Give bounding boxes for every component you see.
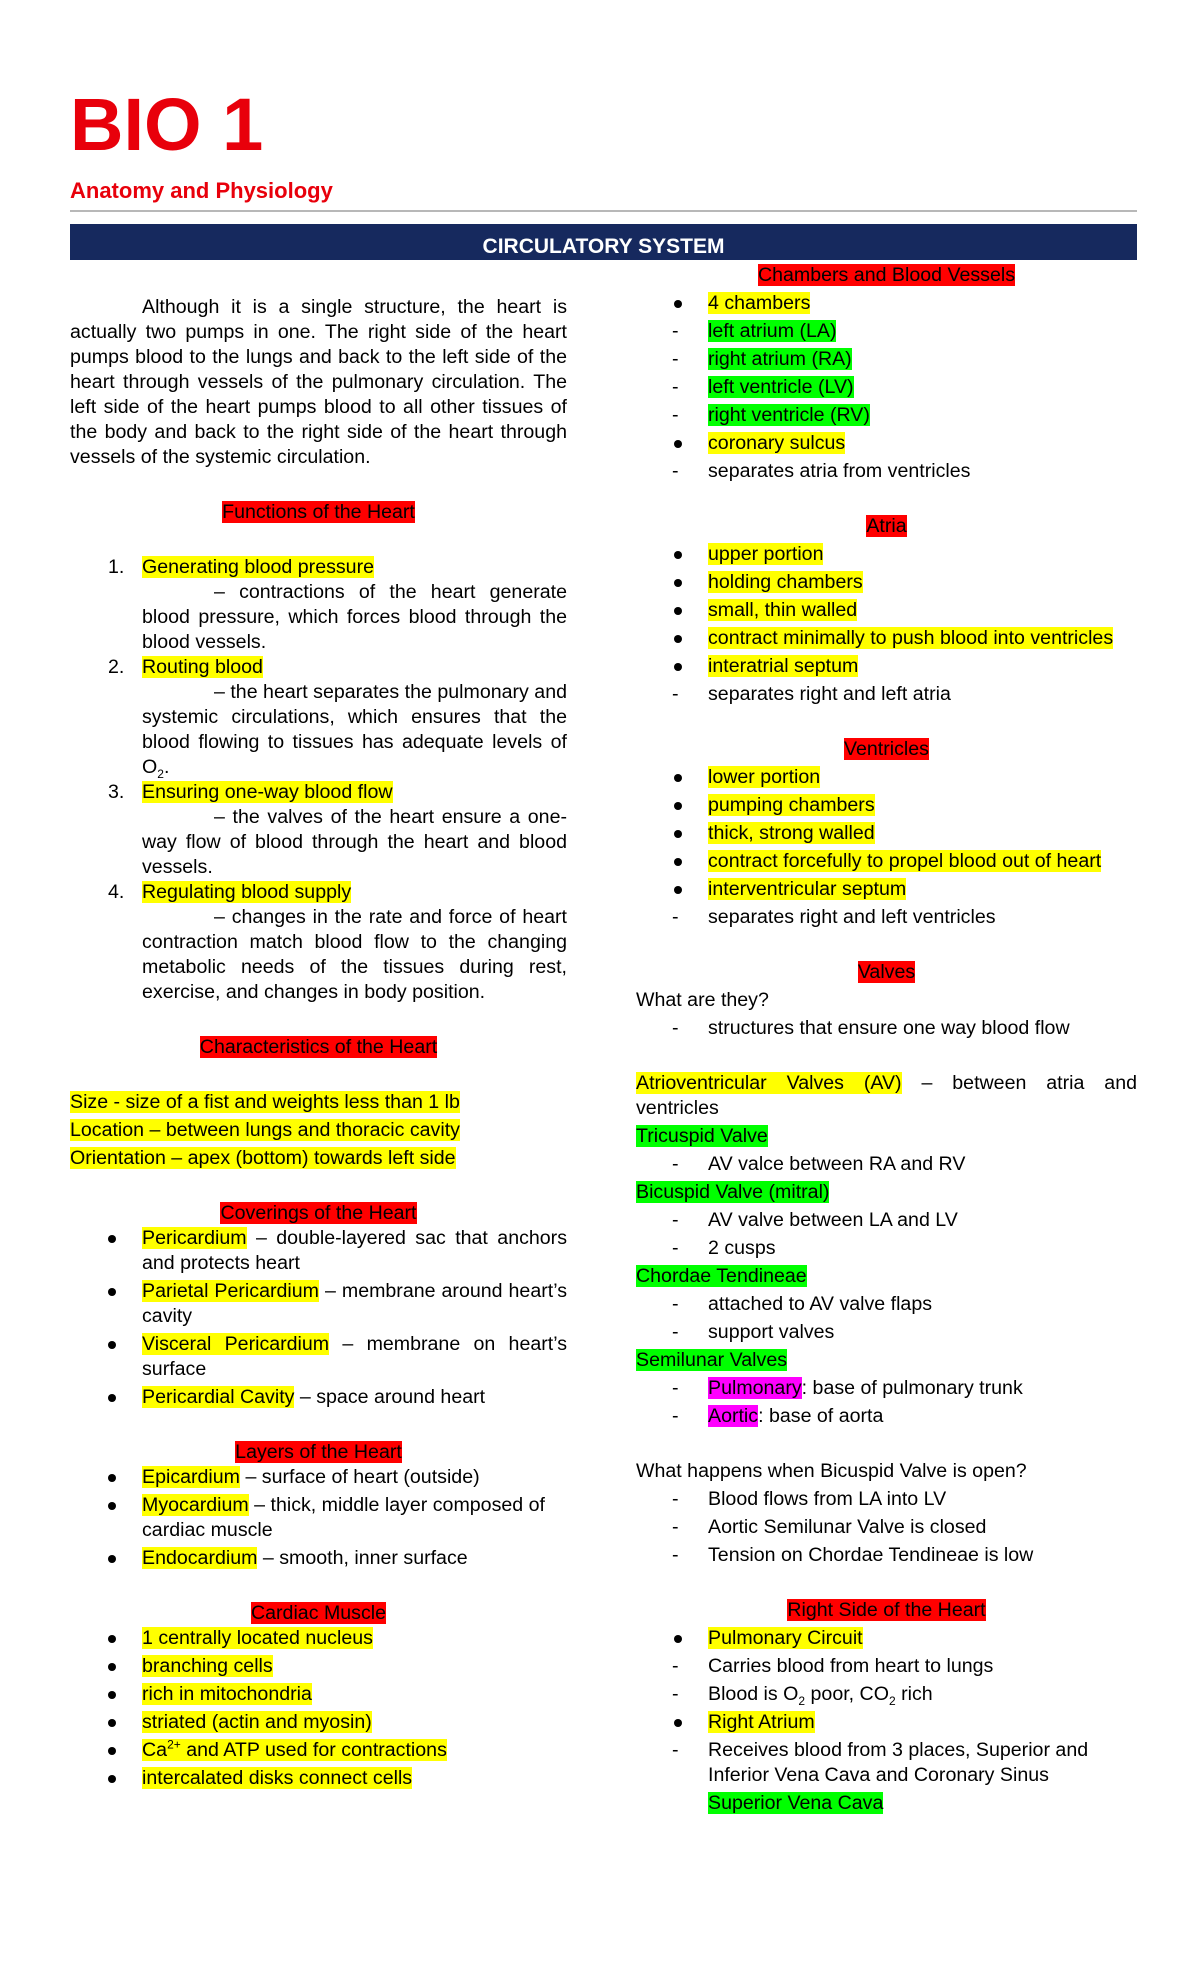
atria-item: - separates right and left atria <box>636 682 1137 707</box>
ventricles-heading: Ventricles <box>844 738 929 760</box>
ventricle-item: interventricular septum <box>636 877 1137 902</box>
characteristic-line: Orientation – apex (bottom) towards left side <box>70 1147 456 1169</box>
chamber-item: - right atrium (RA) <box>636 347 1137 372</box>
section-banner: CIRCULATORY SYSTEM <box>70 224 1137 260</box>
ventricle-item: thick, strong walled <box>636 821 1137 846</box>
atria-item: contract minimally to push blood into ventricles <box>636 626 1137 651</box>
covering-item: Parietal Pericardium – membrane around heart’s cavity <box>70 1279 567 1329</box>
ventricle-item: pumping chambers <box>636 793 1137 818</box>
right-side-item: - Blood is $O_2$ poor, $CO_2$ rich <box>636 1682 1137 1707</box>
ventricle-item: lower portion <box>636 765 1137 790</box>
function-item: 1. Generating blood pressure <box>108 556 375 578</box>
header-divider <box>70 210 1137 212</box>
cardiac-item: 1 centrally located nucleus <box>70 1626 567 1651</box>
covering-item: Pericardial Cavity – space around heart <box>70 1385 567 1410</box>
cardiac-muscle-heading: Cardiac Muscle <box>250 1602 387 1624</box>
atria-item: small, thin walled <box>636 598 1137 623</box>
svc-label: Superior Vena Cava <box>708 1792 884 1814</box>
valve-detail: - attached to AV valve flaps <box>636 1292 1137 1317</box>
chamber-item: - right ventricle (RV) <box>636 403 1137 428</box>
function-desc: – changes in the rate and force of heart contraction match blood flow to the changing metabolic needs of the tissues during rest, exercise, and changes in body position. <box>142 906 567 1003</box>
valves-question: What are they? <box>636 989 769 1011</box>
characteristics-heading: Characteristics of the Heart <box>199 1036 438 1058</box>
chamber-item: - separates atria from ventricles <box>636 459 1137 484</box>
chamber-item: coronary sulcus <box>636 431 1137 456</box>
cardiac-item: $Ca^{2+}$ and ATP used for contractions <box>70 1738 567 1763</box>
av-valves-line: Atrioventricular Valves (AV) – between atria and ventricles <box>636 1072 1137 1119</box>
cardiac-item: branching cells <box>70 1654 567 1679</box>
cardiac-item: intercalated disks connect cells <box>70 1766 567 1791</box>
coverings-heading: Coverings of the Heart <box>220 1202 417 1224</box>
document-title: BIO 1 <box>70 83 264 166</box>
ventricle-item: - separates right and left ventricles <box>636 905 1137 930</box>
valves-heading: Valves <box>857 961 916 983</box>
chordae-label: Chordae Tendineae <box>636 1265 807 1287</box>
right-side-heading: Right Side of the Heart <box>787 1599 986 1621</box>
function-item: 3. Ensuring one-way blood flow <box>108 781 393 803</box>
valve-detail: - Aortic: base of aorta <box>636 1404 1137 1429</box>
function-item: 2. Routing blood <box>108 656 263 678</box>
atria-heading: Atria <box>866 515 907 537</box>
chambers-heading: Chambers and Blood Vessels <box>757 264 1016 286</box>
bicuspid-open-item: - Tension on Chordae Tendineae is low <box>636 1543 1137 1568</box>
ventricle-item: contract forcefully to propel blood out of heart <box>636 849 1137 874</box>
valve-detail: - support valves <box>636 1320 1137 1345</box>
atria-item: holding chambers <box>636 570 1137 595</box>
valve-detail: - 2 cusps <box>636 1236 1137 1261</box>
cardiac-item: rich in mitochondria <box>70 1682 567 1707</box>
valve-detail: - AV valce between RA and RV <box>636 1152 1137 1177</box>
valve-detail: - Pulmonary: base of pulmonary trunk <box>636 1376 1137 1401</box>
tricuspid-label: Tricuspid Valve <box>636 1125 768 1147</box>
bicuspid-label: Bicuspid Valve (mitral) <box>636 1181 830 1203</box>
function-item: 4. Regulating blood supply <box>108 881 352 903</box>
layers-heading: Layers of the Heart <box>235 1441 402 1463</box>
layer-item: Myocardium – thick, middle layer composed of cardiac muscle <box>70 1493 567 1543</box>
layer-item: Epicardium – surface of heart (outside) <box>70 1465 567 1490</box>
left-column <box>70 295 567 1791</box>
right-column <box>636 263 1137 1816</box>
right-side-item: - Carries blood from heart to lungs <box>636 1654 1137 1679</box>
covering-item: Pericardium – double-layered sac that anchors and protects heart <box>70 1226 567 1276</box>
atria-item: interatrial septum <box>636 654 1137 679</box>
functions-heading: Functions of the Heart <box>222 501 415 523</box>
valve-detail: - AV valve between LA and LV <box>636 1208 1137 1233</box>
right-side-item: Right Atrium <box>636 1710 1137 1735</box>
function-desc: – contractions of the heart generate blood pressure, which forces blood through the blood vessels. <box>142 581 567 653</box>
characteristic-line: Size - size of a fist and weights less than 1 lb <box>70 1091 460 1113</box>
function-desc: – the valves of the heart ensure a one-way flow of blood through the heart and blood vessels. <box>142 806 567 878</box>
covering-item: Visceral Pericardium – membrane on heart’s surface <box>70 1332 567 1382</box>
bicuspid-open-item: - Blood flows from LA into LV <box>636 1487 1137 1512</box>
intro-paragraph: Although it is a single structure, the heart is actually two pumps in one. The right side of the heart pumps blood to the lungs and back to the left side of the heart through vessels of the pulmonary circulation. The left side of the heart pumps blood to all other tissues of the body and back to the right side of the heart through vessels of the systemic circulation. <box>70 296 567 468</box>
right-side-item: Pulmonary Circuit <box>636 1626 1137 1651</box>
right-side-item: - Receives blood from 3 places, Superior and Inferior Vena Cava and Coronary Sinus <box>636 1738 1137 1788</box>
document-subtitle: Anatomy and Physiology <box>70 178 333 203</box>
layer-item: Endocardium – smooth, inner surface <box>70 1546 567 1571</box>
atria-item: upper portion <box>636 542 1137 567</box>
cardiac-item: striated (actin and myosin) <box>70 1710 567 1735</box>
bicuspid-open-question: What happens when Bicuspid Valve is open? <box>636 1460 1027 1482</box>
function-desc: – the heart separates the pulmonary and systemic circulations, which ensures that the blood flowing to tissues has adequate levels of $O_2$. <box>142 681 567 781</box>
chamber-item: - left atrium (LA) <box>636 319 1137 344</box>
chamber-item: 4 chambers <box>636 291 1137 316</box>
bicuspid-open-item: - Aortic Semilunar Valve is closed <box>636 1515 1137 1540</box>
valves-answer: - structures that ensure one way blood flow <box>636 1016 1137 1041</box>
chamber-item: - left ventricle (LV) <box>636 375 1137 400</box>
semilunar-label: Semilunar Valves <box>636 1349 788 1371</box>
characteristic-line: Location – between lungs and thoracic cavity <box>70 1119 460 1141</box>
